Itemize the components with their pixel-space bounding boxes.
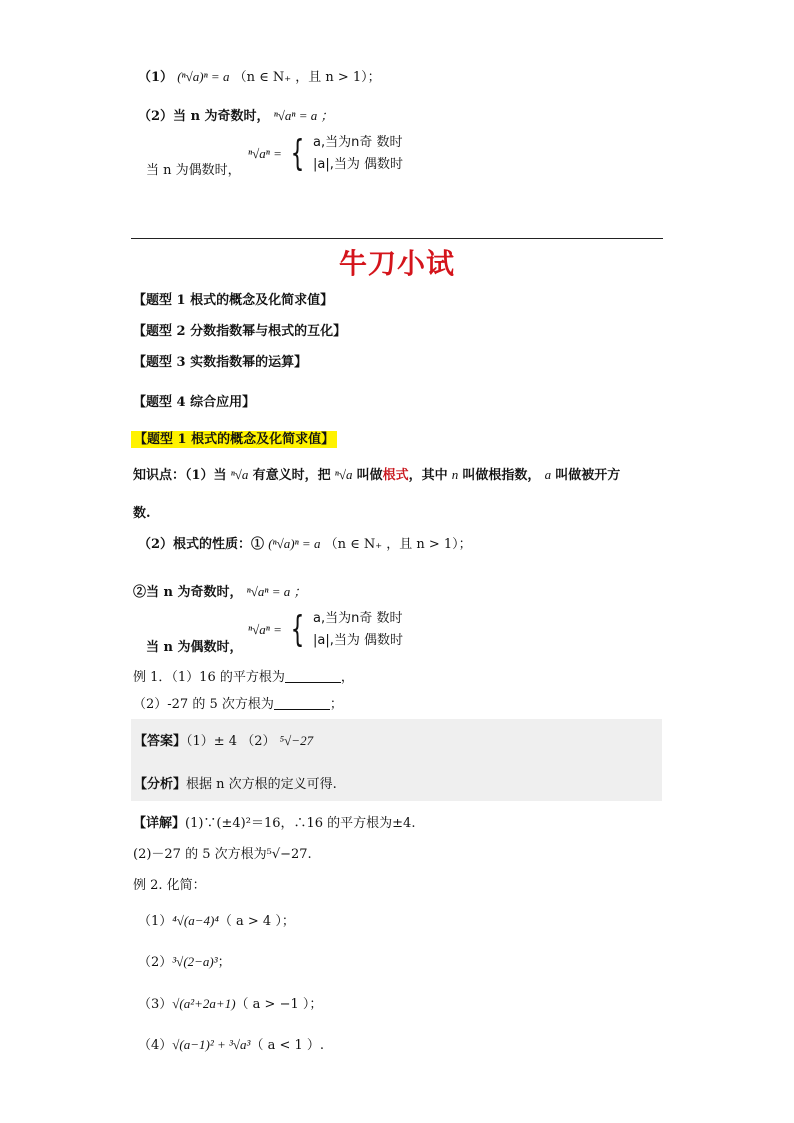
knowledge-line-2: 数.	[133, 506, 151, 521]
answer-root: ⁵√−27	[279, 733, 314, 748]
punct: ，	[340, 670, 354, 685]
example-2-item-3	[138, 993, 322, 1012]
knowledge-text: ，其中	[408, 468, 448, 483]
answer-blank[interactable]	[274, 697, 330, 710]
knowledge-text: 叫做	[356, 468, 383, 483]
property-2	[138, 105, 334, 124]
property-1	[138, 66, 381, 85]
left-brace-icon: {	[290, 133, 305, 174]
case-even: |a|,当为 偶数时	[313, 157, 404, 172]
property-1-condition: （n ∈ N₊ ，且 n > 1）；	[233, 70, 381, 85]
type-item-4[interactable]: 【题型 4 综合应用】	[133, 395, 256, 410]
radical-property-formula: (ⁿ√a)ⁿ = a	[268, 536, 321, 551]
item-expression: √(a−1)² + ³√a³	[172, 1037, 251, 1052]
item-label: （1）	[138, 914, 173, 929]
example-2-title: 例 2. 化简：	[133, 878, 206, 893]
symbol-a: a	[544, 467, 552, 482]
case-even: |a|,当为 偶数时	[313, 633, 404, 648]
case-odd: a,当为n奇 数时	[313, 611, 403, 626]
even-lhs: ⁿ√aⁿ =	[248, 622, 282, 637]
answer-line	[134, 730, 313, 749]
root-symbol: ⁿ√a	[334, 467, 353, 482]
property-1-label: （1）	[138, 70, 174, 85]
left-brace-icon: {	[290, 609, 305, 650]
detail-line-2: (2)－27 的 5 次方根为⁵√−27.	[133, 847, 312, 862]
highlight-heading	[131, 428, 337, 447]
radical-property-1	[138, 533, 472, 552]
item-condition: ；	[217, 955, 231, 970]
detail-line-1	[133, 812, 415, 831]
property-3-lhs: ⁿ√aⁿ =	[248, 146, 282, 161]
item-expression: ³√(2−a)³	[172, 954, 218, 969]
type-item-1[interactable]: 【题型 1 根式的概念及化简求值】	[133, 293, 334, 308]
section-title: 牛刀小试	[338, 247, 455, 280]
item-condition: （ a < 1 ）.	[250, 1038, 325, 1053]
item-expression: √(a²+2a+1)	[172, 996, 236, 1011]
item-expression: ⁴√(a−4)⁴	[172, 913, 219, 928]
even-formula	[248, 608, 403, 652]
example-1-q1-text: 例 1．（1）16 的平方根为	[133, 670, 285, 685]
item-label: （3）	[138, 997, 173, 1012]
odd-label: ②当 n 为奇数时，	[133, 585, 243, 600]
knowledge-text: 叫做根指数，	[462, 468, 541, 483]
term-radical: 根式	[382, 468, 409, 483]
root-symbol: ⁿ√a	[230, 467, 249, 482]
section-divider	[131, 238, 663, 239]
radical-property-2	[133, 581, 307, 600]
knowledge-text: 知识点：（1）当	[133, 468, 227, 483]
knowledge-line-1	[133, 464, 620, 483]
detail-label: 【详解】	[133, 816, 186, 831]
knowledge-text: 有意义时，把	[252, 468, 331, 483]
example-2-item-2	[138, 951, 231, 970]
answer-blank[interactable]	[285, 670, 341, 683]
answer-text: （1）± 4 （2）	[186, 734, 276, 749]
property-1-formula: (ⁿ√a)ⁿ = a	[177, 69, 230, 84]
odd-formula: ⁿ√aⁿ = a ；	[246, 584, 307, 599]
example-1-q2	[133, 693, 343, 712]
type-item-3[interactable]: 【题型 3 实数指数幂的运算】	[133, 355, 308, 370]
even-cases	[313, 608, 403, 652]
example-1-q2-text: （2）-27 的 5 次方根为	[133, 697, 274, 712]
item-label: （4）	[138, 1038, 173, 1053]
case-odd: a,当为n奇 数时	[313, 135, 403, 150]
even-label: 当 n 为偶数时，	[146, 640, 243, 655]
example-2-item-4	[138, 1034, 324, 1053]
detail-text: (1)∵(±4)²＝16，∴16 的平方根为±4.	[185, 816, 416, 831]
knowledge-text: 叫做被开方	[555, 468, 621, 483]
property-3-cases	[313, 132, 403, 176]
example-2-item-1	[138, 910, 295, 929]
type-item-2[interactable]: 【题型 2 分数指数幂与根式的互化】	[133, 324, 347, 339]
item-condition: （ a > 4 ）；	[218, 914, 295, 929]
analysis-line	[134, 773, 337, 792]
property-3-formula	[248, 132, 403, 176]
symbol-n: n	[451, 467, 459, 482]
example-1-q1	[133, 666, 354, 685]
analysis-text: 根据 n 次方根的定义可得.	[186, 777, 337, 792]
item-label: （2）	[138, 955, 173, 970]
analysis-label: 【分析】	[134, 777, 187, 792]
punct: ；	[329, 697, 343, 712]
radical-property-label: （2）根式的性质：①	[138, 537, 265, 552]
property-3-label: 当 n 为偶数时，	[146, 163, 241, 178]
highlight-heading-text: 【题型 1 根式的概念及化简求值】	[131, 431, 337, 448]
answer-label: 【答案】	[134, 734, 187, 749]
item-condition: （ a > −1 ）；	[235, 997, 323, 1012]
radical-property-condition: （n ∈ N₊ ，且 n > 1）；	[324, 537, 472, 552]
property-2-label: （2）当 n 为奇数时，	[138, 109, 270, 124]
property-2-formula: ⁿ√aⁿ = a ；	[273, 108, 334, 123]
